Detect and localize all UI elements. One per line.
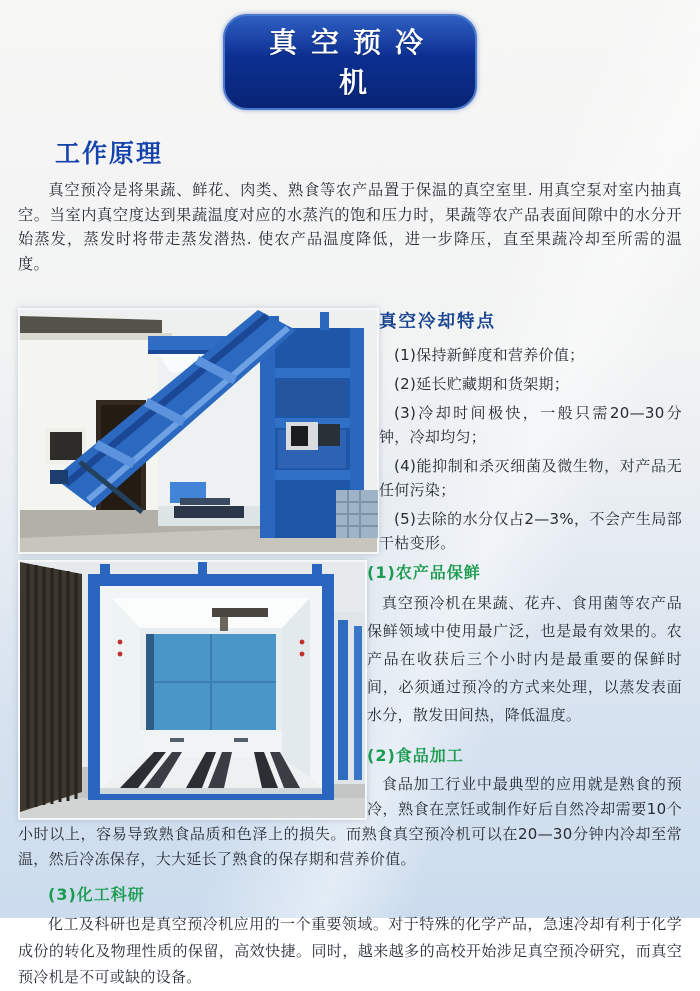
- machine-interior-illustration: [20, 562, 365, 818]
- application-text-agriculture: 真空预冷机在果蔬、花卉、食用菌等农产品保鲜领域中使用最广泛，也是最有效果的。农产品在收获后三个小时内是最重要的保鲜时间，必须通过预冷的方式来处理，以蒸发表面水分，散发田间热，降低温度。: [367, 594, 682, 724]
- working-principle-heading: 工作原理: [55, 139, 164, 168]
- application-text-chemical: 化工及科研也是真空预冷机应用的一个重要领域。对于特殊的化学产品，急速冷却有利于化学成份的转化及物理性质的保留，高效快捷。同时，越来越多的高校开始涉足真空预冷研究，而真空预冷机是不可或缺的设备。: [18, 915, 682, 986]
- content: [0, 134, 700, 991]
- application-text-food: 食品加工行业中最典型的应用就是熟食的预冷，熟食在烹饪或制作好后自然冷却需要10个小时以上，容易导致熟食品质和色泽上的损失。而熟食真空预冷机可以在20—30分钟内冷却至常温，然后冷冻保存，大大延长了熟食的保存期和营养价值。: [18, 775, 682, 868]
- title-banner: [223, 14, 477, 110]
- page-title: 真空预冷机: [268, 26, 437, 99]
- feature-item-3: (3)冷却时间极快，一般只需20—30分钟，冷却均匀；: [379, 404, 682, 446]
- photo-text-flow: [18, 308, 682, 991]
- title-banner-row: [0, 0, 700, 110]
- photo-machine-exterior: [18, 308, 379, 554]
- feature-item-4: (4)能抑制和杀灭细菌及微生物，对产品无任何污染；: [379, 457, 682, 499]
- application-heading-agriculture: (1)农产品保鲜: [367, 563, 481, 582]
- feature-item-2: (2)延长贮藏期和货架期；: [394, 375, 570, 393]
- feature-item-5: (5)去除的水分仅占2—3%，不会产生局部干枯变形。: [379, 510, 682, 552]
- feature-item-1: (1)保持新鲜度和营养价值；: [394, 346, 585, 364]
- photo-machine-interior: [18, 560, 367, 820]
- application-heading-food: (2)食品加工: [367, 746, 464, 765]
- machine-exterior-illustration: [20, 310, 377, 552]
- application-heading-chemical: (3)化工科研: [48, 885, 145, 904]
- working-principle-text: 真空预冷是将果蔬、鲜花、肉类、熟食等农产品置于保温的真空室里. 用真空泵对室内抽真空。当室内真空度达到果蔬温度对应的水蒸汽的饱和压力时，果蔬等农产品表面间隙中的水分开始蒸发，蒸发时将带走蒸发潜热. 使农产品温度降低，进一步降压，直至果蔬冷却至所需的温度。: [18, 181, 682, 273]
- features-heading: 真空冷却特点: [379, 312, 496, 332]
